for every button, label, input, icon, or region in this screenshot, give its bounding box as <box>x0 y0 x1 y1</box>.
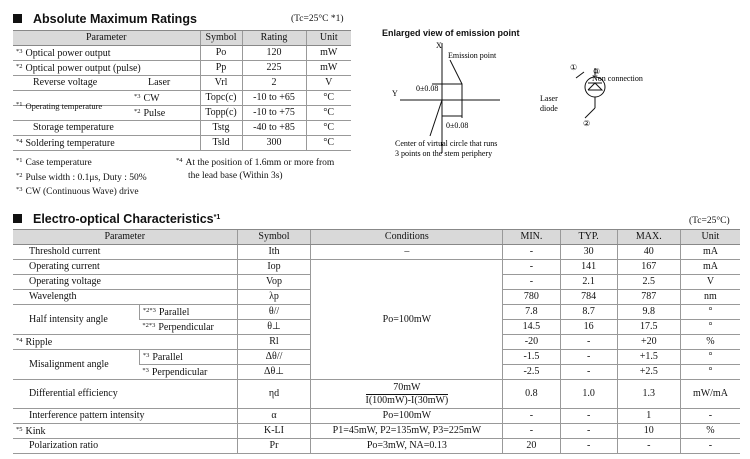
non-connection-label: Non connection <box>592 74 643 83</box>
table-row <box>13 245 740 260</box>
header-unit: Unit <box>680 230 740 245</box>
min-cell: 780 <box>503 290 560 305</box>
typ-cell: - <box>560 424 617 439</box>
param-cell: Wavelength <box>13 290 237 305</box>
rating-cell: -10 to +65 <box>242 91 306 106</box>
symbol-cell: Vop <box>237 275 311 290</box>
symbol-cell: Topp(c) <box>200 106 242 121</box>
param-cell: Operating current <box>13 260 237 275</box>
max-cell: 167 <box>617 260 680 275</box>
note: $^{*4}$ At the position of 1.6mm or more from <box>176 157 335 168</box>
typ-cell: - <box>560 365 617 380</box>
rating-cell: 120 <box>242 46 306 61</box>
table-row <box>13 409 740 424</box>
table-row <box>13 46 351 61</box>
electro-title: Electro-optical Characteristics$^{*1}$ <box>13 212 220 226</box>
max-cell: +1.5 <box>617 350 680 365</box>
symbol-cell: Pr <box>237 439 311 454</box>
symbol-cell: Rl <box>237 335 311 350</box>
param-cell: Storage temperature <box>13 121 200 136</box>
symbol-cell: α <box>237 409 311 424</box>
symbol-cell: Iop <box>237 260 311 275</box>
unit-cell: - <box>680 439 740 454</box>
unit-cell: mA <box>680 245 740 260</box>
max-cell: 9.8 <box>617 305 680 320</box>
symbol-cell: K-LI <box>237 424 311 439</box>
unit-cell: % <box>680 335 740 350</box>
param-cell: $^{*4}$ Ripple <box>13 335 237 350</box>
note: the lead base (Within 3s) <box>188 170 283 181</box>
typ-cell: - <box>560 439 617 454</box>
symbol-cell: Tsld <box>200 136 242 151</box>
unit-cell: mA <box>680 260 740 275</box>
max-cell: 2.5 <box>617 275 680 290</box>
unit-cell: ° <box>680 365 740 380</box>
min-cell: 20 <box>503 439 560 454</box>
max-cell: 40 <box>617 245 680 260</box>
table-row <box>13 380 740 409</box>
unit-cell: ° <box>680 320 740 335</box>
header-min: MIN. <box>503 230 560 245</box>
symbol-cell: θ// <box>237 305 311 320</box>
tolerance-h: 0±0.08 <box>446 121 469 130</box>
symbol-cell: Topc(c) <box>200 91 242 106</box>
table-row <box>13 260 740 275</box>
table-header-row <box>13 31 351 46</box>
param-cell: $^{*3}$ Optical power output <box>13 46 200 61</box>
max-cell: 1 <box>617 409 680 424</box>
typ-cell: - <box>560 335 617 350</box>
rating-cell: -40 to +85 <box>242 121 306 136</box>
misalignment-label: Misalignment angle <box>13 350 139 380</box>
param-cell: Reverse voltage Laser <box>13 76 200 91</box>
table-row <box>13 61 351 76</box>
param-cell: $^{*5}$ Kink <box>13 424 237 439</box>
typ-cell: 8.7 <box>560 305 617 320</box>
note: $^{*3}$ CW (Continuous Wave) drive <box>16 186 139 197</box>
center-label-1: Center of virtual circle that runs <box>395 139 498 148</box>
conditions-cell: Po=100mW <box>311 260 503 380</box>
unit-cell: mW/mA <box>680 380 740 409</box>
electro-condition: (Tc=25°C) <box>689 216 730 226</box>
conditions-cell: $\frac{70mW}{I(100mW)-I(30mW)}$ <box>311 380 503 409</box>
symbol-cell: Vrl <box>200 76 242 91</box>
pin3-label: ③ <box>593 67 601 76</box>
symbol-cell: Pp <box>200 61 242 76</box>
table-row <box>13 136 351 151</box>
emission-box <box>442 84 462 100</box>
pin2-label: ② <box>583 119 591 128</box>
typ-cell: - <box>560 409 617 424</box>
typ-cell: - <box>560 350 617 365</box>
param-cell: $^{*3}$ Parallel <box>139 350 237 365</box>
note: $^{*1}$ Case temperature <box>16 157 92 168</box>
y-label: Y <box>392 89 398 98</box>
typ-cell: 2.1 <box>560 275 617 290</box>
abs-max-table <box>13 30 351 151</box>
conditions-cell: – <box>311 245 503 260</box>
table-row <box>13 439 740 454</box>
symbol-cell: Po <box>200 46 242 61</box>
symbol-cell: ηd <box>237 380 311 409</box>
unit-cell: °C <box>306 106 351 121</box>
param-cell: $^{*3}$ Perpendicular <box>139 365 237 380</box>
header-symbol: Symbol <box>200 31 242 46</box>
max-cell: +2.5 <box>617 365 680 380</box>
param-cell: Interference pattern intensity <box>13 409 237 424</box>
max-cell: 787 <box>617 290 680 305</box>
max-cell: 10 <box>617 424 680 439</box>
diode-triangle <box>588 83 602 90</box>
header-parameter: Parameter <box>13 31 200 46</box>
min-cell: -2.5 <box>503 365 560 380</box>
unit-cell: °C <box>306 91 351 106</box>
unit-cell: V <box>680 275 740 290</box>
rating-cell: 225 <box>242 61 306 76</box>
unit-cell: % <box>680 424 740 439</box>
abs-max-notes-right <box>176 155 334 182</box>
unit-cell: nm <box>680 290 740 305</box>
max-cell: +20 <box>617 335 680 350</box>
header-typ: TYP. <box>560 230 617 245</box>
laser-diode-label-2: diode <box>540 104 558 113</box>
rating-cell: 2 <box>242 76 306 91</box>
conditions-cell: Po=3mW, NA=0.13 <box>311 439 503 454</box>
param-cell: Threshold current <box>13 245 237 260</box>
param-cell: $^{*4}$ Soldering temperature <box>13 136 200 151</box>
conditions-cell: P1=45mW, P2=135mW, P3=225mW <box>311 424 503 439</box>
param-cell: $^{*2}$ Pulse <box>13 106 200 121</box>
center-label-2: 3 points on the stem periphery <box>395 149 493 158</box>
symbol-cell: Δθ⊥ <box>237 365 311 380</box>
max-cell: - <box>617 439 680 454</box>
rating-cell: 300 <box>242 136 306 151</box>
header-max: MAX. <box>617 230 680 245</box>
param-cell: $^{*2}$ Optical power output (pulse) <box>13 61 200 76</box>
header-parameter: Parameter <box>13 230 237 245</box>
pin1-label: ① <box>570 63 578 72</box>
param-cell: $^{*2*3}$ Perpendicular <box>139 320 237 335</box>
header-symbol: Symbol <box>237 230 311 245</box>
min-cell: - <box>503 409 560 424</box>
param-cell: Operating voltage <box>13 275 237 290</box>
param-cell: $^{*1}$ Operating temperature $^{*3}$ CW <box>13 91 200 106</box>
abs-max-condition: (Tc=25°C *1) <box>291 14 344 24</box>
electro-table <box>13 229 740 454</box>
unit-cell: mW <box>306 46 351 61</box>
unit-cell: mW <box>306 61 351 76</box>
table-row <box>13 121 351 136</box>
emission-label: Emission point <box>448 51 497 60</box>
typ-cell: 16 <box>560 320 617 335</box>
tolerance-v: 0±0.08 <box>416 84 439 93</box>
group-label: $^{*1}$ Operating temperature <box>16 101 103 111</box>
header-unit: Unit <box>306 31 351 46</box>
header-rating: Rating <box>242 31 306 46</box>
min-cell: -20 <box>503 335 560 350</box>
rating-cell: -10 to +75 <box>242 106 306 121</box>
diagram-title: Enlarged view of emission point <box>382 28 520 38</box>
min-cell: 0.8 <box>503 380 560 409</box>
min-cell: - <box>503 424 560 439</box>
table-row <box>13 91 351 106</box>
laser-diode-label-1: Laser <box>540 94 558 103</box>
emission-point-diagram <box>380 38 750 163</box>
typ-cell: 1.0 <box>560 380 617 409</box>
table-row <box>13 424 740 439</box>
table-row <box>13 76 351 91</box>
center-leader <box>430 100 442 136</box>
min-cell: 7.8 <box>503 305 560 320</box>
unit-cell: ° <box>680 350 740 365</box>
min-cell: - <box>503 260 560 275</box>
symbol-cell: θ⊥ <box>237 320 311 335</box>
symbol-cell: Δθ// <box>237 350 311 365</box>
conditions-cell: Po=100mW <box>311 409 503 424</box>
note: $^{*2}$ Pulse width : 0.1μs, Duty : 50% <box>16 171 147 183</box>
symbol-cell: λp <box>237 290 311 305</box>
x-label: X <box>436 41 442 50</box>
diode-lead <box>585 108 595 118</box>
half-intensity-label: Half intensity angle <box>13 305 139 335</box>
max-cell: 17.5 <box>617 320 680 335</box>
symbol-cell: Ith <box>237 245 311 260</box>
symbol-cell: Tstg <box>200 121 242 136</box>
unit-cell: V <box>306 76 351 91</box>
min-cell: 14.5 <box>503 320 560 335</box>
unit-cell: ° <box>680 305 740 320</box>
typ-cell: 784 <box>560 290 617 305</box>
param-cell: Polarization ratio <box>13 439 237 454</box>
param-cell: Differential efficiency <box>13 380 237 409</box>
unit-cell: °C <box>306 121 351 136</box>
unit-cell: °C <box>306 136 351 151</box>
param-cell: $^{*2*3}$ Parallel <box>139 305 237 320</box>
table-header-row <box>13 230 740 245</box>
emission-leader <box>450 60 462 84</box>
diode-lead <box>576 72 584 78</box>
typ-cell: 30 <box>560 245 617 260</box>
abs-max-notes-left <box>16 155 147 199</box>
min-cell: - <box>503 275 560 290</box>
typ-cell: 141 <box>560 260 617 275</box>
unit-cell: - <box>680 409 740 424</box>
min-cell: - <box>503 245 560 260</box>
min-cell: -1.5 <box>503 350 560 365</box>
max-cell: 1.3 <box>617 380 680 409</box>
header-conditions: Conditions <box>311 230 503 245</box>
abs-max-title: Absolute Maximum Ratings <box>13 12 197 26</box>
